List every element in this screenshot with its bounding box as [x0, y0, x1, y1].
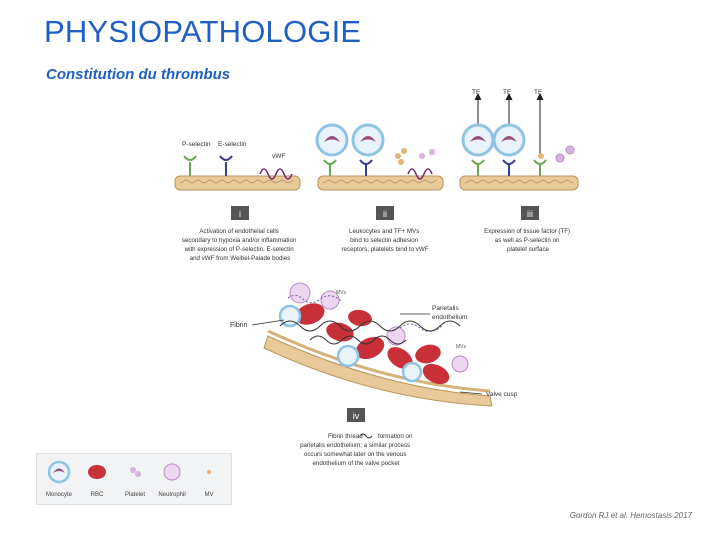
tf-label-2: TF: [503, 89, 511, 96]
caption-ii-line: bind to selectin adhesion: [350, 237, 419, 244]
platelet: [566, 146, 574, 154]
thrombus-diagram: [160, 88, 580, 483]
monocyte-cell: [494, 125, 524, 155]
caption-ii: [341, 228, 428, 253]
caption-iii-line: Expression of tissue factor (TF): [484, 228, 571, 235]
legend-platelet-icon: [135, 471, 141, 477]
caption-ii-line: receptors; platelets bind to vWF: [341, 246, 429, 253]
e-selectin-receptor-ii: [360, 160, 372, 176]
tf-label-1: TF: [472, 89, 480, 96]
e-selectin-receptor-iii: [503, 160, 515, 176]
page-title: PHYSIOPATHOLOGIE: [44, 14, 362, 49]
caption-i-line: and vWF from Weibel-Palade bodies: [189, 255, 291, 262]
vwf-label: vWF: [272, 153, 286, 160]
numeral-iii: iii: [527, 209, 533, 219]
legend-mv-icon: [207, 470, 211, 474]
legend-label: Monocyte: [45, 492, 73, 498]
tf-label-3: TF: [534, 89, 542, 96]
microvesicle: [538, 153, 544, 159]
caption-iv-rest: [300, 442, 412, 467]
page-subtitle: Constitution du thrombus: [46, 66, 231, 83]
cell-legend: [36, 453, 232, 505]
endothelium-strip-i: [175, 176, 300, 190]
legend-label: RBC: [90, 492, 104, 498]
legend-label: Platelet: [124, 492, 146, 498]
legend-label: MV: [204, 492, 214, 498]
rbc: [324, 320, 356, 345]
caption-iv-line: parietalis endothelium; a similar process: [300, 442, 411, 449]
microvesicle: [401, 148, 407, 154]
caption-iii-line: as well as P-selectin on: [494, 237, 560, 244]
caption-iv: [328, 433, 413, 440]
mvs-label: MVs: [456, 344, 466, 350]
valve-cusp-label: Valve cusp: [486, 391, 518, 398]
parietalis-label-line: endothelium: [432, 314, 468, 321]
caption-iv-line: endothelium of the valve pocket: [312, 460, 400, 467]
caption-iii: [484, 228, 572, 253]
p-selectin-label: P-selectin: [182, 141, 211, 148]
monocyte-cell: [403, 363, 421, 381]
e-selectin-label: E-selectin: [218, 141, 247, 148]
p-selectin-receptor-iii-b: [534, 160, 546, 176]
mvs-label: MVs: [336, 290, 346, 296]
neutrophil: [452, 356, 468, 372]
monocyte-cell: [338, 346, 358, 366]
rbc: [347, 308, 373, 328]
caption-iv-line: formation on: [378, 433, 413, 440]
microvesicle: [395, 153, 401, 159]
parietalis-label: [432, 305, 467, 321]
p-selectin-receptor: [184, 156, 196, 176]
caption-i: [182, 228, 298, 262]
fibrin-label: Fibrin: [230, 322, 248, 329]
numeral-ii: ii: [383, 209, 387, 219]
monocyte-cell: [463, 125, 493, 155]
mv-trail: [400, 324, 442, 332]
platelet: [419, 153, 425, 159]
caption-ii-line: Leukocytes and TF+ MVs: [349, 228, 420, 235]
legend-neutrophil-icon: [164, 464, 180, 480]
caption-iii-line: platelet surface: [507, 246, 549, 253]
legend-platelet-icon: [130, 467, 136, 473]
caption-i-line: secondary to hypoxia and/or inflammation: [181, 237, 297, 244]
endothelium-strip-iii: [460, 176, 578, 190]
legend-rbc-icon: [88, 465, 106, 479]
numeral-i: i: [239, 209, 241, 219]
e-selectin-receptor: [220, 156, 232, 176]
monocyte-cell: [317, 125, 347, 155]
numeral-iv: iv: [352, 411, 360, 421]
microvesicle: [398, 159, 404, 165]
fibrin-pointer: [252, 320, 284, 325]
p-selectin-receptor-iii: [472, 160, 484, 176]
caption-i-line: Activation of endothelial cells: [199, 228, 279, 235]
neutrophil: [290, 283, 310, 303]
parietalis-label-line: Parietalis: [432, 305, 459, 312]
caption-iv-line: occurs somewhat later on the venous: [303, 451, 407, 458]
legend-label: Neutrophil: [158, 492, 186, 498]
thrombus-figure: [160, 88, 580, 483]
caption-iv-line: Fibrin thread: [328, 433, 363, 440]
citation: Gordon RJ et al. Hemostasis 2017: [569, 511, 692, 520]
caption-i-line: with expression of P-selectin, E-selectin: [184, 246, 294, 253]
p-selectin-receptor-ii: [324, 160, 336, 176]
rbc: [413, 342, 443, 366]
cell-legend-svg: [37, 454, 231, 504]
platelet: [429, 149, 435, 155]
legend-monocyte-icon: [49, 462, 69, 482]
endothelium-strip-ii: [318, 176, 443, 190]
platelet: [556, 154, 564, 162]
monocyte-cell: [353, 125, 383, 155]
